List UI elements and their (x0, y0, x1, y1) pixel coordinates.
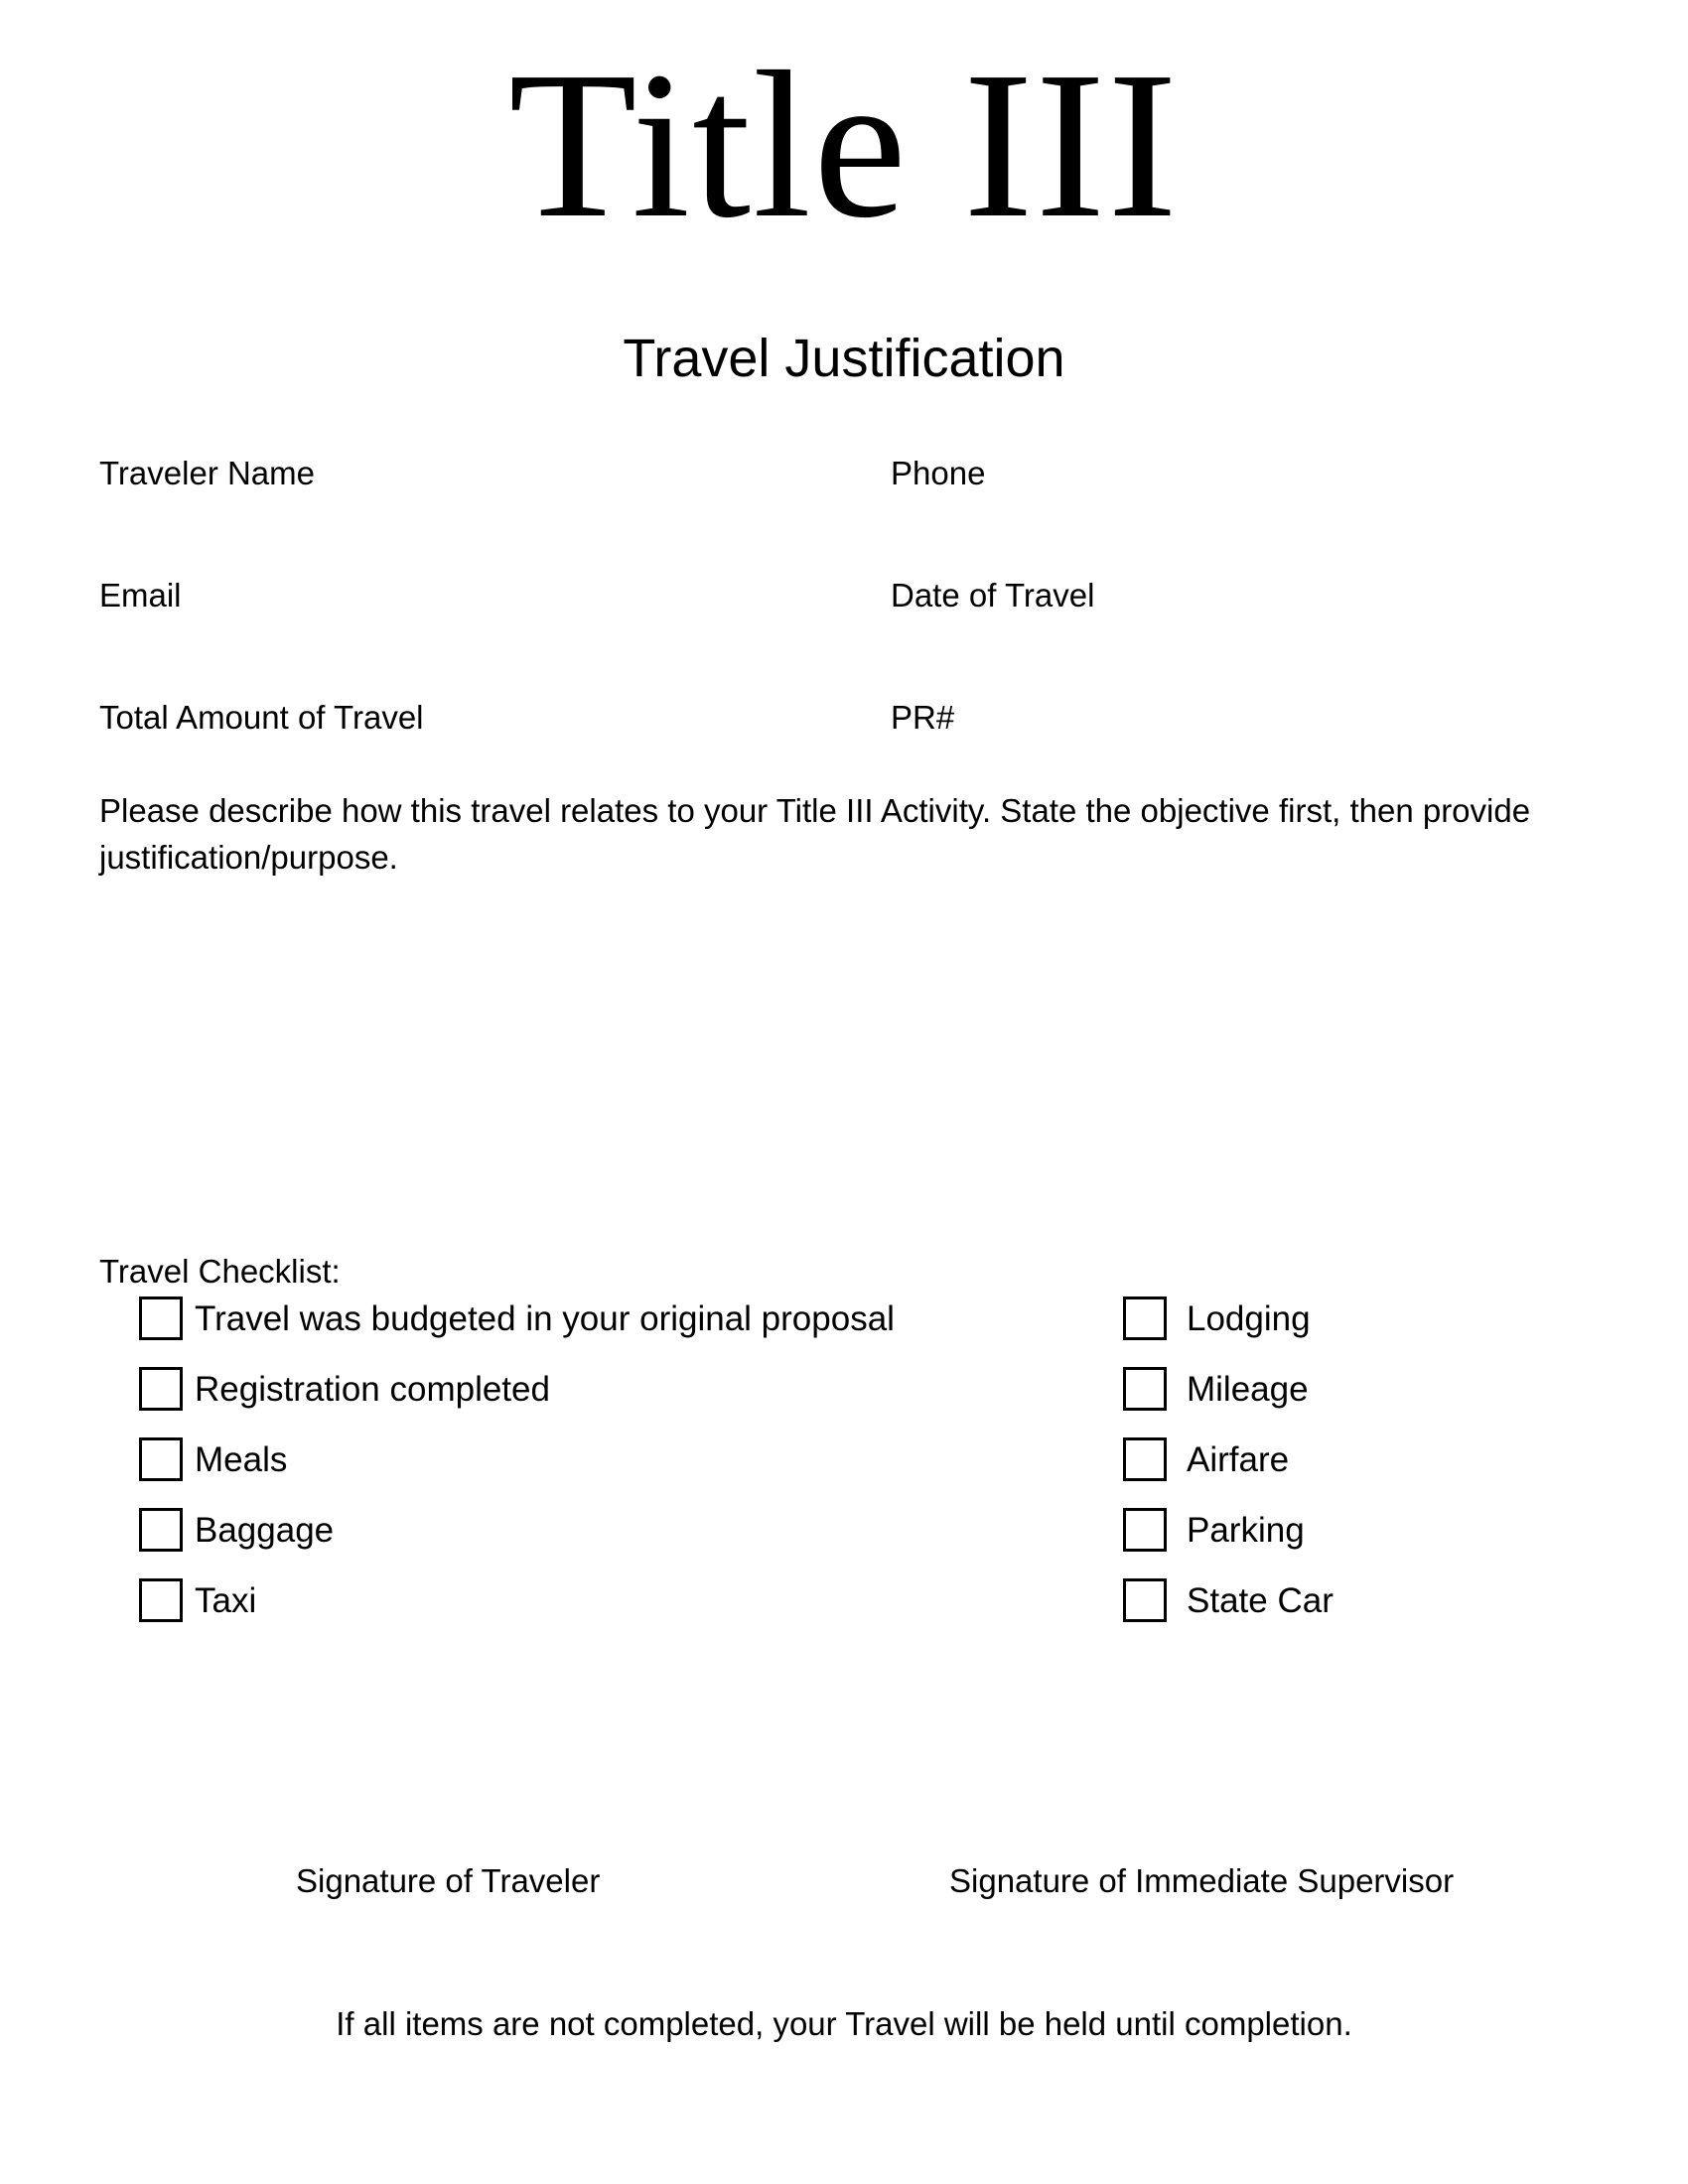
pr-number-label: PR# (891, 699, 955, 736)
checklist-item-airfare (1123, 1437, 1289, 1481)
checkbox[interactable] (139, 1437, 183, 1481)
checklist-item-label: Airfare (1187, 1439, 1290, 1479)
checkbox[interactable] (1123, 1508, 1167, 1552)
checklist-item-mileage (1123, 1367, 1309, 1411)
checklist-item-meals (139, 1437, 287, 1481)
checklist-item-label: State Car (1187, 1580, 1334, 1620)
checkbox[interactable] (139, 1578, 183, 1622)
checkbox[interactable] (139, 1367, 183, 1411)
checklist-item-state-car (1123, 1578, 1334, 1622)
form-subtitle: Travel Justification (623, 329, 1065, 388)
checkbox[interactable] (1123, 1578, 1167, 1622)
checklist-item-label: Mileage (1187, 1369, 1309, 1409)
page-title: Title III (508, 28, 1180, 261)
checklist-item-lodging (1123, 1297, 1311, 1340)
checklist-item-label: Travel was budgeted in your original proposal (195, 1298, 895, 1338)
email-label: Email (99, 577, 182, 614)
checkbox[interactable] (1123, 1367, 1167, 1411)
checkbox[interactable] (1123, 1297, 1167, 1340)
checkbox[interactable] (1123, 1437, 1167, 1481)
checklist-item-label: Parking (1187, 1510, 1305, 1550)
checklist-item-registration (139, 1367, 550, 1411)
checklist-item-budgeted (139, 1297, 895, 1340)
instructions-text: Please describe how this travel relates to your Title III Activity. State the objective first, then provide justification/purpose. (99, 792, 1531, 876)
checkbox[interactable] (139, 1508, 183, 1552)
date-of-travel-label: Date of Travel (891, 577, 1095, 614)
checklist-item-label: Registration completed (195, 1369, 550, 1409)
total-amount-label: Total Amount of Travel (99, 699, 424, 736)
traveler-name-label: Traveler Name (99, 455, 315, 491)
checklist-heading: Travel Checklist: (99, 1253, 341, 1290)
footer-note: If all items are not completed, your Travel will be held until completion. (336, 2005, 1352, 2042)
phone-label: Phone (891, 455, 986, 491)
checklist-item-label: Baggage (195, 1510, 335, 1550)
signature-traveler-label: Signature of Traveler (296, 1862, 601, 1899)
signature-supervisor-label: Signature of Immediate Supervisor (949, 1862, 1455, 1899)
checklist-item-parking (1123, 1508, 1305, 1552)
checkbox[interactable] (139, 1297, 183, 1340)
checklist-item-label: Taxi (195, 1580, 257, 1620)
checklist-item-label: Meals (195, 1439, 288, 1479)
checklist-item-baggage (139, 1508, 334, 1552)
checklist-item-taxi (139, 1578, 256, 1622)
checklist-item-label: Lodging (1187, 1298, 1311, 1338)
